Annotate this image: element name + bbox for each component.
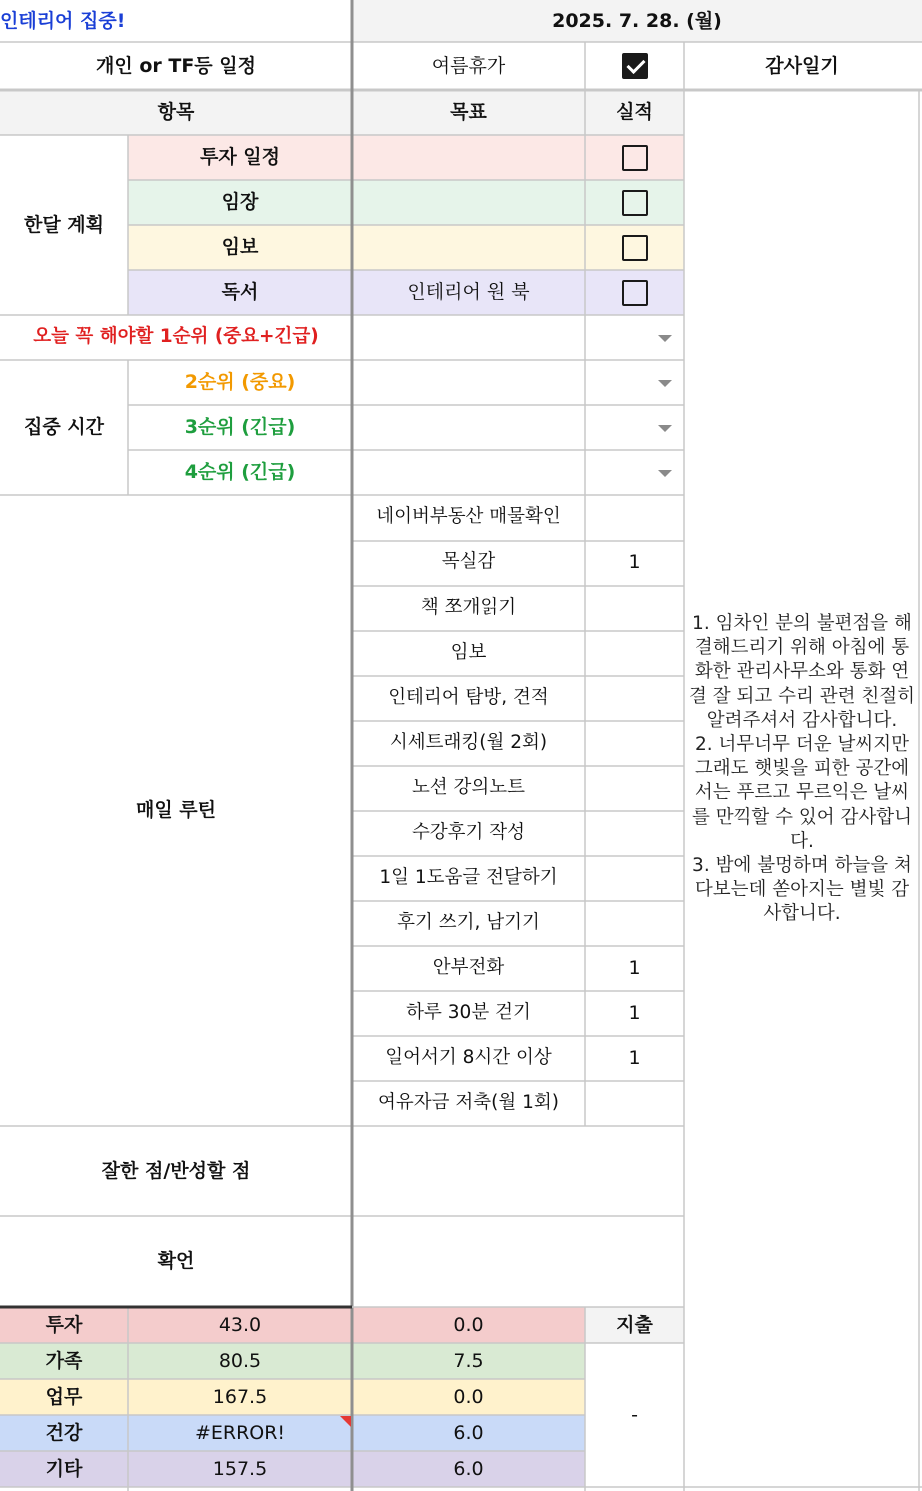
- expense-label: 지출: [616, 1313, 653, 1336]
- stats-value-1[interactable]: 167.5: [212, 1385, 268, 1408]
- routine-item-label: 후기 쓰기, 남기기: [397, 912, 540, 934]
- monthly-item-checkbox-cell[interactable]: [585, 180, 684, 225]
- monthly-item-goal[interactable]: [352, 225, 585, 270]
- checkbox[interactable]: [622, 280, 648, 306]
- routine-item-result[interactable]: [585, 720, 684, 765]
- stats-value-2[interactable]: 0.0: [453, 1313, 484, 1336]
- stats-value-2[interactable]: 7.5: [453, 1349, 484, 1372]
- dropdown-arrow-icon[interactable]: [658, 335, 672, 342]
- monthly-item-checkbox-cell[interactable]: [585, 225, 684, 270]
- column-header-item: 항목: [157, 101, 195, 124]
- routine-item-label: 1일 1도움글 전달하기: [379, 866, 558, 888]
- routine-item-label: 네이버부동산 매물확인: [376, 506, 561, 528]
- stats-category: 기타: [45, 1457, 83, 1480]
- affirmation-input[interactable]: [352, 1216, 684, 1307]
- routine-item-result[interactable]: 1: [628, 956, 641, 979]
- reflection-label: 잘한 점/반성할 점: [101, 1159, 251, 1182]
- gratitude-notes[interactable]: 1. 임차인 분의 불편점을 해결해드리기 위해 아침에 통화한 관리사무소와 통화 연결 잘 되고 수리 관련 친절히 알려주셔서 감사합니다. 2. 너무너무 더운 날씨지만 그래도 햇빛을 피한 공간에서는 푸르고 무르익은 날씨를 만끽할 수 있어 감사합니다. 3. 밤에 불멍하며 하늘을 쳐다보는데 쏟아지는 별빛 감사합니다.: [689, 613, 915, 925]
- focus-priority-label: 4순위 (긴급): [184, 461, 296, 484]
- dropdown-arrow-icon[interactable]: [658, 470, 672, 477]
- routine-item-label: 안부전화: [432, 957, 505, 979]
- column-header-goal: 목표: [450, 101, 487, 124]
- routine-item-label: 하루 30분 걷기: [406, 1002, 531, 1024]
- monthly-item-label: 임보: [221, 236, 259, 259]
- schedule-checkbox[interactable]: [622, 53, 648, 79]
- routine-item-result[interactable]: [585, 675, 684, 720]
- routine-item-result[interactable]: [585, 495, 684, 540]
- routine-item-result[interactable]: 1: [628, 1046, 641, 1069]
- expense-value[interactable]: -: [631, 1403, 638, 1426]
- checkbox[interactable]: [622, 145, 648, 171]
- routine-item-label: 인테리어 탐방, 견적: [388, 686, 549, 708]
- stats-value-1[interactable]: 157.5: [212, 1457, 268, 1480]
- routine-item-result[interactable]: [585, 765, 684, 810]
- monthly-item-label: 임장: [221, 191, 259, 214]
- priority1-dropdown[interactable]: [352, 315, 684, 360]
- schedule-value[interactable]: 여름휴가: [431, 54, 506, 77]
- routine-item-label: 시세트래킹(월 2회): [389, 731, 548, 753]
- checkbox[interactable]: [622, 190, 648, 216]
- routine-item-label: 임보: [450, 641, 487, 663]
- daily-routine-label: 매일 루틴: [135, 799, 217, 822]
- priority1-label: 오늘 꼭 해야할 1순위 (중요+긴급): [33, 326, 319, 348]
- monthly-item-goal[interactable]: [352, 135, 585, 180]
- stats-category: 가족: [45, 1349, 83, 1372]
- focus-priority-label: 2순위 (중요): [184, 371, 296, 394]
- routine-item-result[interactable]: [585, 856, 684, 901]
- monthly-item-checkbox-cell[interactable]: [585, 135, 684, 180]
- routine-item-label: 수강후기 작성: [411, 821, 526, 843]
- focus-priority-dropdown[interactable]: [352, 450, 684, 495]
- stats-value-1[interactable]: 43.0: [218, 1313, 262, 1336]
- page-title: 인테리어 집중!: [0, 9, 126, 32]
- routine-item-result[interactable]: [585, 630, 684, 675]
- stats-category: 건강: [45, 1421, 83, 1444]
- routine-item-result[interactable]: 1: [628, 1001, 641, 1024]
- stats-value-2[interactable]: 6.0: [453, 1421, 484, 1444]
- stats-category: 투자: [45, 1313, 83, 1336]
- stats-value-2[interactable]: 6.0: [453, 1457, 484, 1480]
- routine-item-result[interactable]: [585, 810, 684, 855]
- schedule-label: 개인 or TF등 일정: [96, 54, 256, 77]
- routine-item-label: 책 쪼개읽기: [420, 596, 517, 618]
- gratitude-header: 감사일기: [765, 54, 839, 77]
- routine-item-result[interactable]: [585, 901, 684, 946]
- focus-time-label: 집중 시간: [23, 416, 105, 439]
- stats-category: 업무: [45, 1385, 83, 1408]
- affirmation-label: 확언: [157, 1250, 195, 1273]
- reflection-input[interactable]: [352, 1126, 684, 1216]
- monthly-plan-label: 한달 계획: [23, 213, 105, 236]
- stats-value-1[interactable]: 80.5: [218, 1349, 262, 1372]
- focus-priority-dropdown[interactable]: [352, 360, 684, 405]
- routine-item-label: 여유자금 저축(월 1회): [378, 1092, 559, 1114]
- monthly-item-checkbox-cell[interactable]: [585, 270, 684, 315]
- routine-item-label: 목실감: [441, 551, 496, 573]
- dropdown-arrow-icon[interactable]: [658, 380, 672, 387]
- checkbox[interactable]: [622, 235, 648, 261]
- monthly-item-label: 투자 일정: [199, 146, 281, 169]
- column-header-result: 실적: [616, 101, 653, 124]
- focus-priority-dropdown[interactable]: [352, 405, 684, 450]
- focus-priority-label: 3순위 (긴급): [184, 416, 296, 439]
- routine-item-label: 일어서기 8시간 이상: [385, 1047, 552, 1069]
- stats-value-1[interactable]: #ERROR!: [194, 1421, 286, 1444]
- monthly-item-label: 독서: [221, 281, 259, 304]
- routine-item-label: 노션 강의노트: [411, 776, 526, 798]
- routine-item-result[interactable]: [585, 1081, 684, 1126]
- routine-item-result[interactable]: [585, 585, 684, 630]
- schedule-checkbox-cell[interactable]: [585, 42, 684, 90]
- monthly-item-goal[interactable]: 인테리어 원 북: [407, 281, 530, 304]
- stats-value-2[interactable]: 0.0: [453, 1385, 484, 1408]
- date-header: 2025. 7. 28. (월): [552, 9, 722, 32]
- monthly-item-goal[interactable]: [352, 180, 585, 225]
- routine-item-result[interactable]: 1: [628, 551, 641, 574]
- dropdown-arrow-icon[interactable]: [658, 425, 672, 432]
